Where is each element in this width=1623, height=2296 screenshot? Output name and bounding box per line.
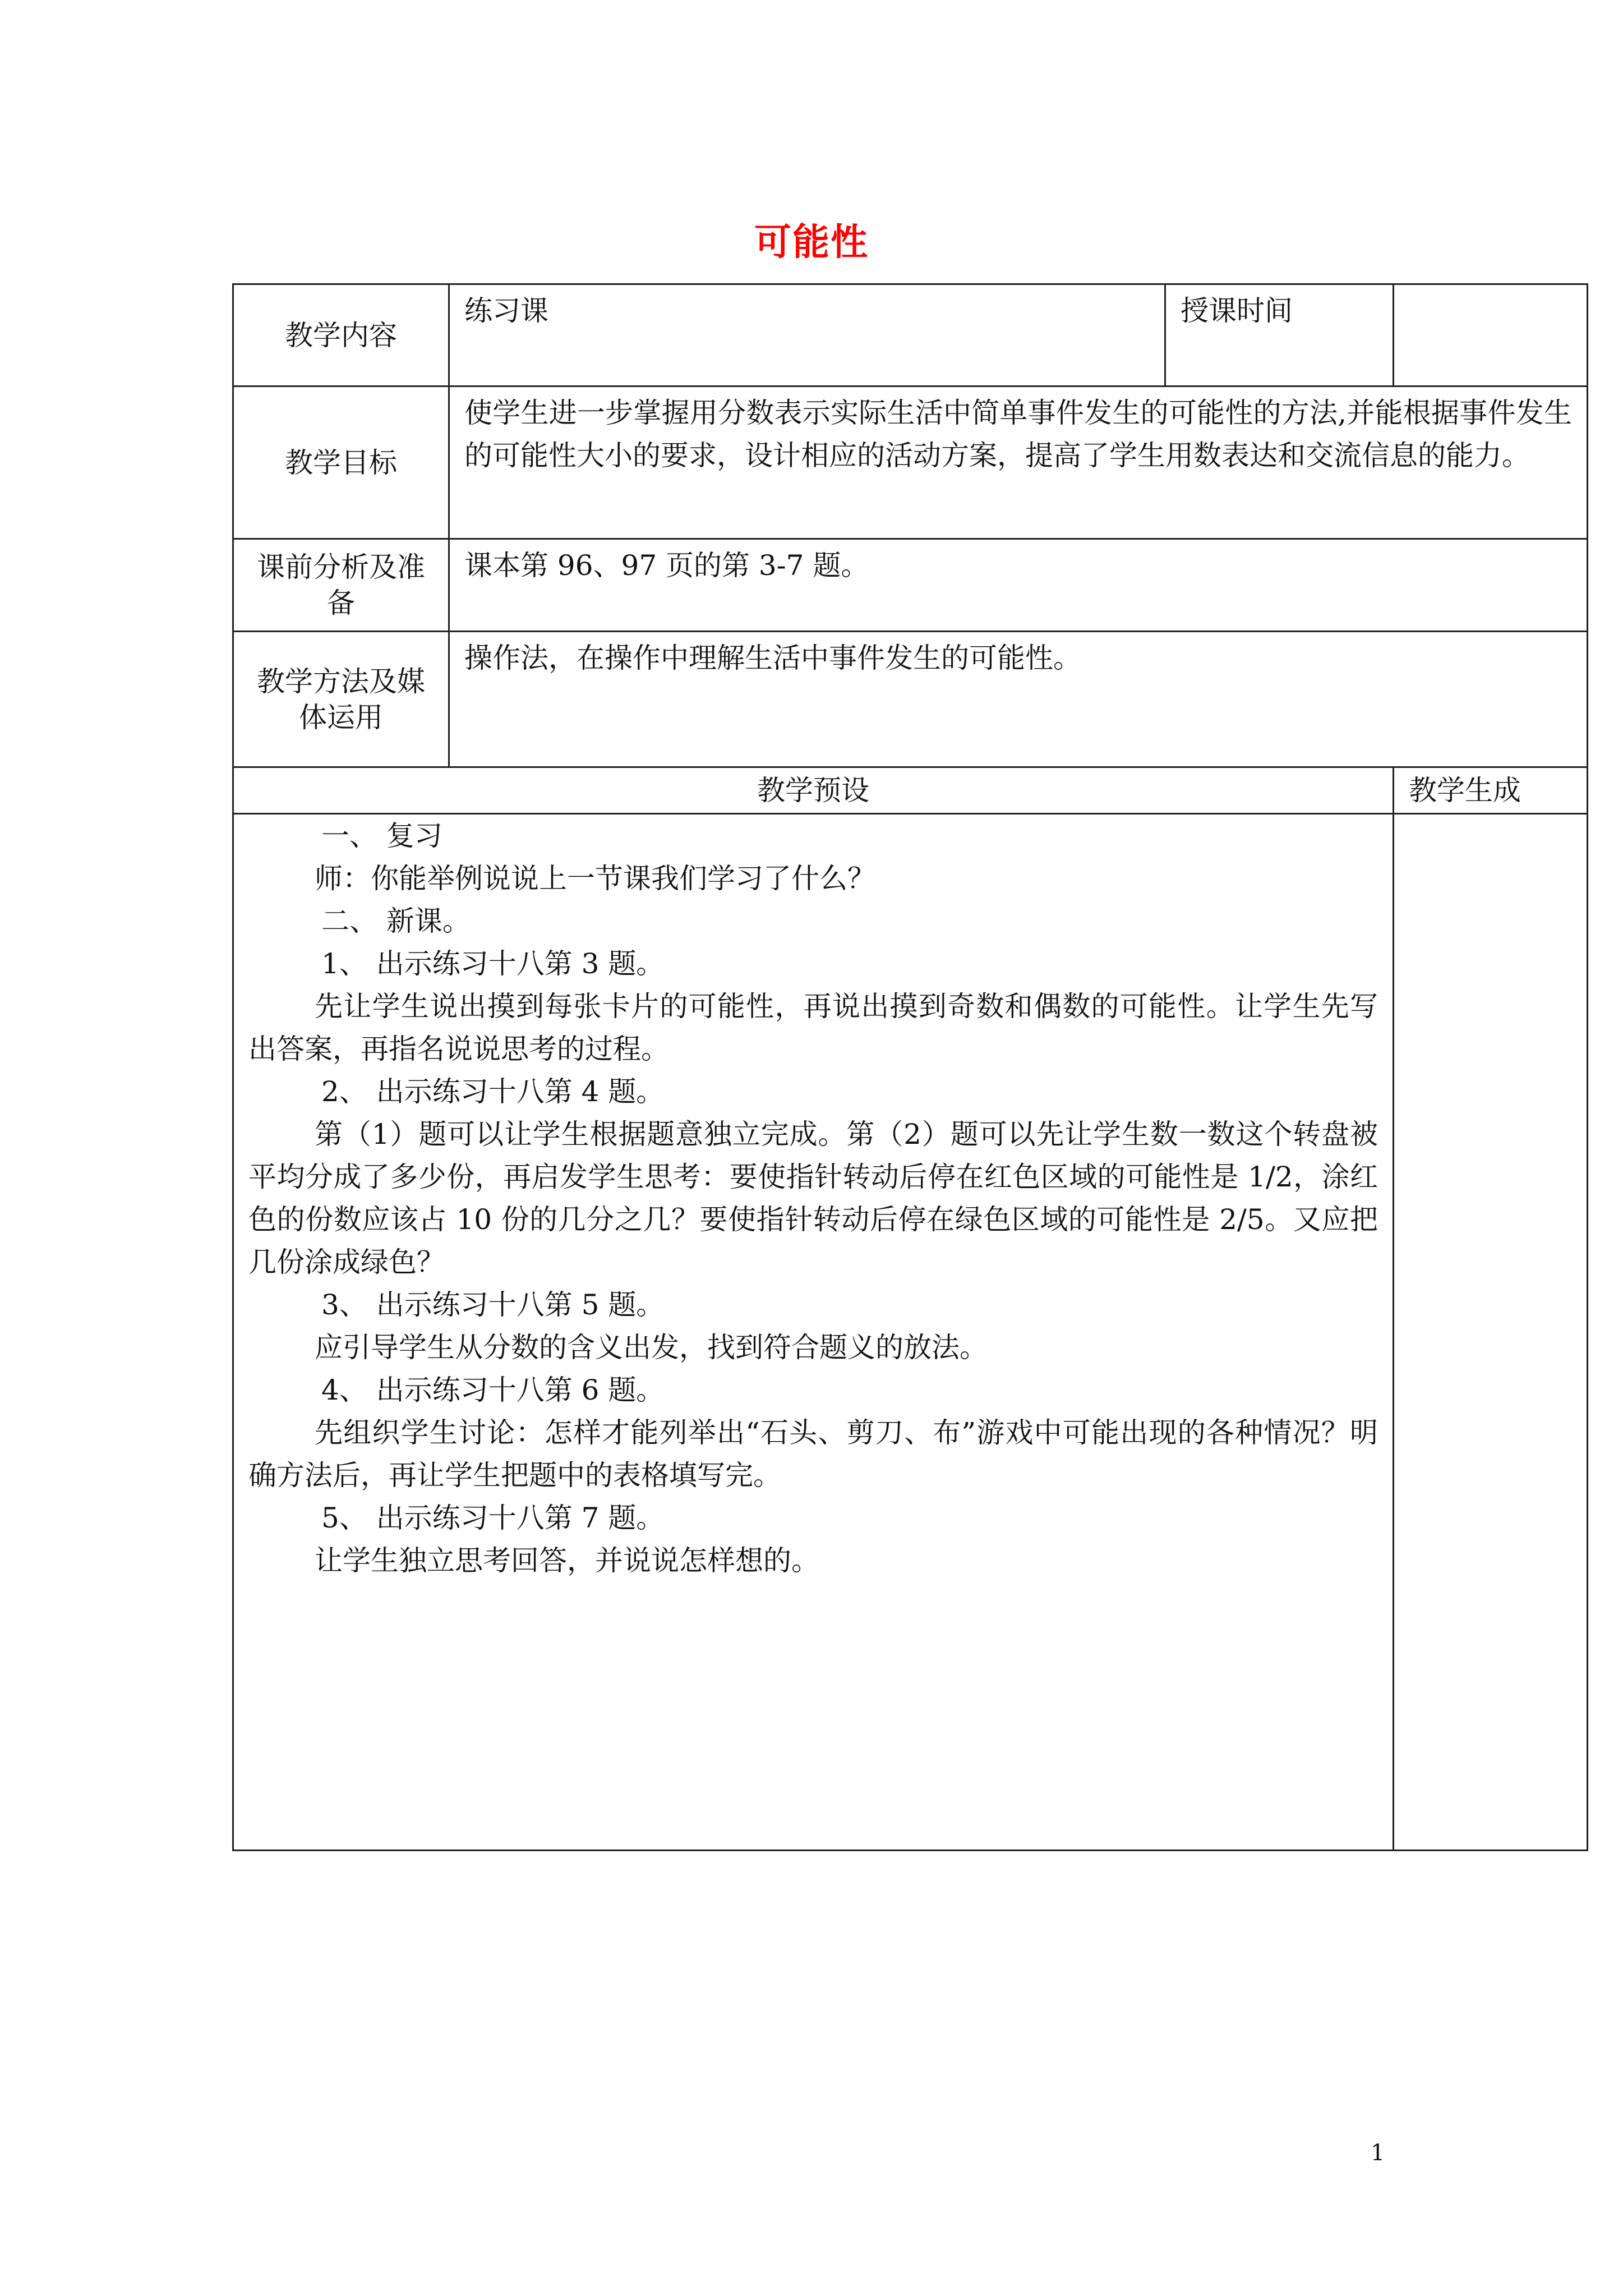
row-headers <box>233 767 1588 814</box>
section-heading: 1、 出示练习十八第 3 题。 <box>321 947 665 980</box>
paragraph: 应引导学生从分数的含义出发，找到符合题义的放法。 <box>315 1331 988 1364</box>
paragraph: 先组织学生讨论：怎样才能列举出“石头、剪刀、布”游戏中可能出现的各种情况？明确方法后，再让学生把题中的表格填写完。 <box>248 1416 1378 1492</box>
generate-header: 教学生成 <box>1394 767 1588 814</box>
row-goal <box>233 386 1588 539</box>
prep-value: 课本第 96、97 页的第 3-7 题。 <box>449 539 1588 632</box>
time-value <box>1394 284 1588 386</box>
section-heading: 5、 出示练习十八第 7 题。 <box>321 1502 665 1534</box>
time-label: 授课时间 <box>1165 284 1394 386</box>
section-heading: 4、 出示练习十八第 6 题。 <box>321 1374 665 1406</box>
row-body <box>233 814 1588 1851</box>
lesson-plan-table <box>232 283 1588 1851</box>
generate-cell <box>1394 814 1588 1851</box>
paragraph: 让学生独立思考回答，并说说怎样想的。 <box>315 1544 819 1577</box>
section-heading: 一、 复习 <box>321 820 442 852</box>
section-heading: 2、 出示练习十八第 4 题。 <box>321 1075 665 1108</box>
paragraph: 先让学生说出摸到每张卡片的可能性，再说出摸到奇数和偶数的可能性。让学生先写出答案，再指名说说思考的过程。 <box>248 990 1378 1065</box>
method-value: 操作法，在操作中理解生活中事件发生的可能性。 <box>449 632 1588 767</box>
goal-value: 使学生进一步掌握用分数表示实际生活中简单事件发生的可能性的方法,并能根据事件发生的可能性大小的要求，设计相应的活动方案，提高了学生用数表达和交流信息的能力。 <box>449 386 1588 539</box>
content-value: 练习课 <box>449 284 1165 386</box>
row-content <box>233 284 1588 386</box>
page-number: 1 <box>1371 2140 1385 2166</box>
preset-header: 教学预设 <box>233 767 1394 814</box>
prep-label: 课前分析及准备 <box>233 539 449 632</box>
method-label: 教学方法及媒体运用 <box>233 632 449 767</box>
goal-label: 教学目标 <box>233 386 449 539</box>
row-method <box>233 632 1588 767</box>
paragraph: 第（1）题可以让学生根据题意独立完成。第（2）题可以先让学生数一数这个转盘被平均分成了多少份，再启发学生思考：要使指针转动后停在红色区域的可能性是 1/2，涂红色的份数应该占 10 份的几分之几？要使指针转动后停在绿色区域的可能性是 2/5。又应把几份涂成绿色？ <box>248 1118 1378 1278</box>
document-title: 可能性 <box>754 220 869 264</box>
content-label: 教学内容 <box>233 284 449 386</box>
lesson-body <box>233 814 1394 1851</box>
paragraph: 师：你能举例说说上一节课我们学习了什么？ <box>315 862 875 895</box>
section-heading: 3、 出示练习十八第 5 题。 <box>321 1289 665 1321</box>
row-prep <box>233 539 1588 632</box>
section-heading: 二、 新课。 <box>321 905 471 937</box>
